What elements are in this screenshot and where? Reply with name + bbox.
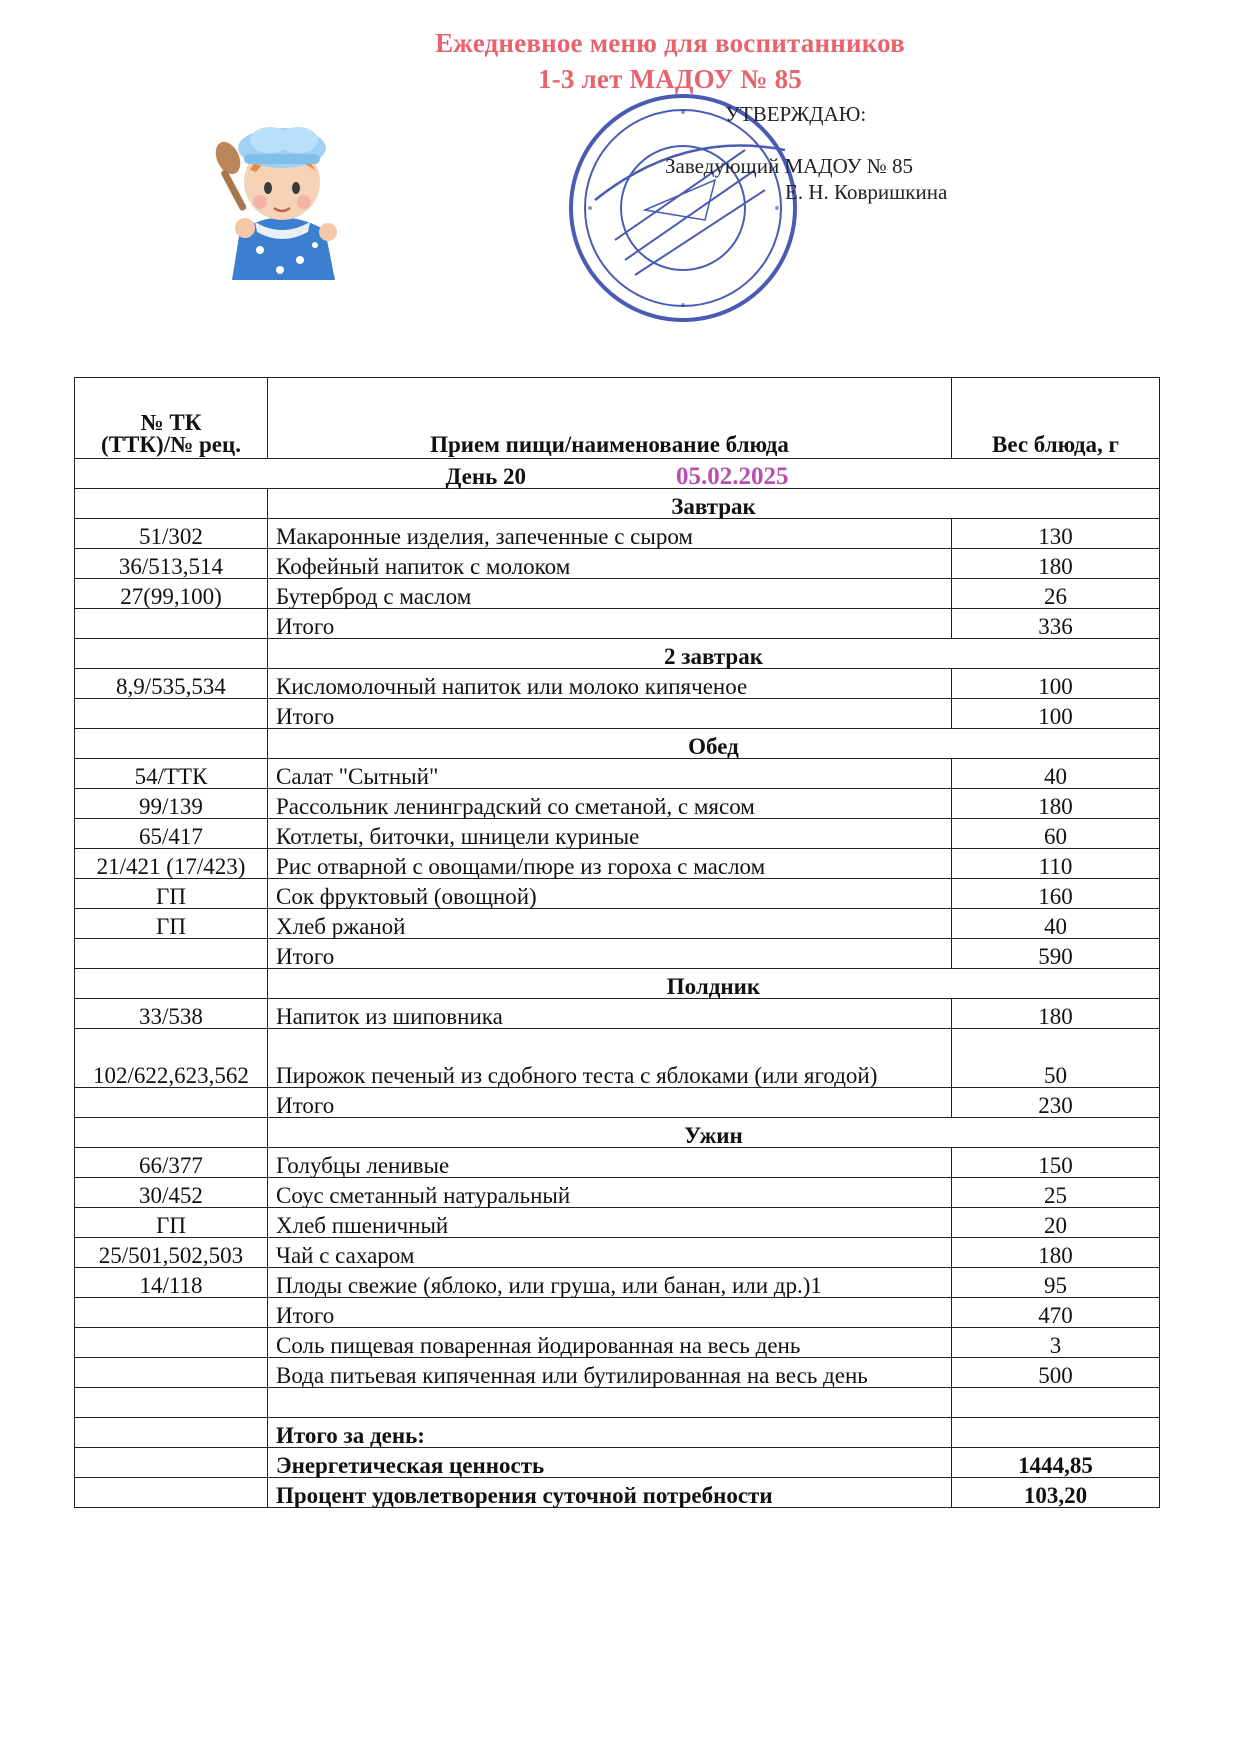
- table-row: [75, 789, 1160, 819]
- recipe-code: [75, 1328, 268, 1358]
- dish-name: Чай с сахаром: [268, 1238, 952, 1268]
- day-label: День 20: [445, 464, 526, 489]
- dish-weight: 100: [952, 699, 1160, 729]
- recipe-code: 36/513,514: [75, 549, 268, 579]
- recipe-code: 27(99,100): [75, 579, 268, 609]
- recipe-code: [75, 1358, 268, 1388]
- table-row: [75, 939, 1160, 969]
- table-row: [75, 1298, 1160, 1328]
- day-cell: [75, 459, 1160, 489]
- meal-section-row: [75, 729, 1160, 759]
- meal-section-name: Обед: [268, 729, 1160, 759]
- menu-table: [74, 377, 1160, 1508]
- table-row: [75, 1088, 1160, 1118]
- summary-row: [75, 1478, 1160, 1508]
- dish-weight: 95: [952, 1268, 1160, 1298]
- dish-name: Соль пищевая поваренная йодированная на весь день: [268, 1328, 952, 1358]
- dish-weight: 180: [952, 999, 1160, 1029]
- recipe-code: 65/417: [75, 819, 268, 849]
- dish-name: Рис отварной с овощами/пюре из гороха с маслом: [268, 849, 952, 879]
- meal-section-blank: [75, 969, 268, 999]
- dish-weight: 100: [952, 669, 1160, 699]
- dish-weight: 25: [952, 1178, 1160, 1208]
- table-row: [75, 909, 1160, 939]
- summary-label: [268, 1388, 952, 1418]
- table-row: [75, 819, 1160, 849]
- dish-weight: 40: [952, 909, 1160, 939]
- summary-value: 103,20: [952, 1478, 1160, 1508]
- table-row: [75, 1358, 1160, 1388]
- dish-weight: 590: [952, 939, 1160, 969]
- menu-subtitle: 1-3 лет МАДОУ № 85: [538, 64, 802, 94]
- table-row: [75, 579, 1160, 609]
- summary-blank: [75, 1448, 268, 1478]
- header-code-line1: № ТК: [140, 410, 202, 435]
- table-row: [75, 759, 1160, 789]
- recipe-code: 30/452: [75, 1178, 268, 1208]
- recipe-code: ГП: [75, 879, 268, 909]
- header-code-line2: (ТТК)/№ рец.: [101, 432, 241, 457]
- table-row: [75, 519, 1160, 549]
- menu-title: Ежедневное меню для воспитанников: [435, 28, 905, 58]
- summary-row: [75, 1418, 1160, 1448]
- dish-name: Напиток из шиповника: [268, 999, 952, 1029]
- approve-label: УТВЕРЖДАЮ:: [725, 102, 867, 126]
- dish-weight: 3: [952, 1328, 1160, 1358]
- dish-name: Хлеб пшеничный: [268, 1208, 952, 1238]
- dish-weight: 60: [952, 819, 1160, 849]
- table-row: [75, 1148, 1160, 1178]
- meal-section-name: Полдник: [268, 969, 1160, 999]
- table-row: [75, 999, 1160, 1029]
- table-row: [75, 1208, 1160, 1238]
- dish-name: Котлеты, биточки, шницели куриные: [268, 819, 952, 849]
- empty-row: [75, 1388, 1160, 1418]
- recipe-code: 33/538: [75, 999, 268, 1029]
- chef-mascot-icon: [200, 110, 365, 285]
- summary-label: Процент удовлетворения суточной потребности: [268, 1478, 952, 1508]
- dish-weight: 160: [952, 879, 1160, 909]
- dish-weight: 50: [952, 1029, 1160, 1088]
- dish-weight: 110: [952, 849, 1160, 879]
- dish-weight: 180: [952, 789, 1160, 819]
- dish-name: Итого: [268, 939, 952, 969]
- meal-section-row: [75, 1118, 1160, 1148]
- recipe-code: 51/302: [75, 519, 268, 549]
- dish-weight: 180: [952, 1238, 1160, 1268]
- dish-name: Плоды свежие (яблоко, или груша, или банан, или др.)1: [268, 1268, 952, 1298]
- dish-weight: 500: [952, 1358, 1160, 1388]
- table-row: [75, 1268, 1160, 1298]
- table-row: [75, 849, 1160, 879]
- recipe-code: 14/118: [75, 1268, 268, 1298]
- meal-section-row: [75, 969, 1160, 999]
- recipe-code: 8,9/535,534: [75, 669, 268, 699]
- dish-weight: 26: [952, 579, 1160, 609]
- dish-name: Вода питьевая кипяченная или бутилированная на весь день: [268, 1358, 952, 1388]
- dish-name: Бутерброд с маслом: [268, 579, 952, 609]
- dish-weight: 40: [952, 759, 1160, 789]
- recipe-code: 102/622,623,562: [75, 1029, 268, 1088]
- approver-position: Заведующий МАДОУ № 85: [665, 154, 914, 178]
- recipe-code: [75, 1298, 268, 1328]
- summary-label: Энергетическая ценность: [268, 1448, 952, 1478]
- dish-name: Салат "Сытный": [268, 759, 952, 789]
- recipe-code: ГП: [75, 1208, 268, 1238]
- dish-weight: 150: [952, 1148, 1160, 1178]
- day-row: [75, 459, 1160, 489]
- dish-name: Хлеб ржаной: [268, 909, 952, 939]
- meal-section-name: Ужин: [268, 1118, 1160, 1148]
- dish-name: Голубцы ленивые: [268, 1148, 952, 1178]
- meal-section-row: [75, 489, 1160, 519]
- recipe-code: 21/421 (17/423): [75, 849, 268, 879]
- meal-section-blank: [75, 639, 268, 669]
- recipe-code: ГП: [75, 909, 268, 939]
- approver-name: Е. Н. Ковришкина: [785, 180, 948, 204]
- recipe-code: 25/501,502,503: [75, 1238, 268, 1268]
- summary-blank: [75, 1418, 268, 1448]
- recipe-code: 99/139: [75, 789, 268, 819]
- dish-weight: 470: [952, 1298, 1160, 1328]
- dish-name: Итого: [268, 1088, 952, 1118]
- recipe-code: [75, 1088, 268, 1118]
- header-dish: Прием пищи/наименование блюда: [268, 378, 952, 459]
- table-row: [75, 1178, 1160, 1208]
- recipe-code: [75, 939, 268, 969]
- table-row: [75, 1238, 1160, 1268]
- dish-name: Итого: [268, 609, 952, 639]
- dish-name: Сок фруктовый (овощной): [268, 879, 952, 909]
- summary-blank: [75, 1388, 268, 1418]
- table-row: [75, 669, 1160, 699]
- summary-row: [75, 1448, 1160, 1478]
- table-row: [75, 1029, 1160, 1088]
- table-row: [75, 1328, 1160, 1358]
- header-weight: Вес блюда, г: [952, 378, 1160, 459]
- table-header-row: [75, 378, 1160, 459]
- summary-value: 1444,85: [952, 1448, 1160, 1478]
- dish-name: Макаронные изделия, запеченные с сыром: [268, 519, 952, 549]
- table-row: [75, 879, 1160, 909]
- meal-section-row: [75, 639, 1160, 669]
- table-row: [75, 549, 1160, 579]
- summary-label: Итого за день:: [268, 1418, 952, 1448]
- dish-name: Кисломолочный напиток или молоко кипяченое: [268, 669, 952, 699]
- recipe-code: [75, 699, 268, 729]
- recipe-code: 54/ТТК: [75, 759, 268, 789]
- dish-name: Итого: [268, 1298, 952, 1328]
- dish-name: Пирожок печеный из сдобного теста с яблоками (или ягодой): [268, 1029, 952, 1088]
- dish-weight: 20: [952, 1208, 1160, 1238]
- meal-section-blank: [75, 489, 268, 519]
- dish-weight: 130: [952, 519, 1160, 549]
- recipe-code: 66/377: [75, 1148, 268, 1178]
- meal-section-name: 2 завтрак: [268, 639, 1160, 669]
- table-row: [75, 699, 1160, 729]
- dish-name: Кофейный напиток с молоком: [268, 549, 952, 579]
- meal-section-blank: [75, 729, 268, 759]
- menu-date: 05.02.2025: [675, 463, 789, 490]
- summary-value: [952, 1388, 1160, 1418]
- dish-weight: 180: [952, 549, 1160, 579]
- table-row: [75, 609, 1160, 639]
- meal-section-blank: [75, 1118, 268, 1148]
- dish-name: Итого: [268, 699, 952, 729]
- summary-value: [952, 1418, 1160, 1448]
- meal-section-name: Завтрак: [268, 489, 1160, 519]
- dish-weight: 230: [952, 1088, 1160, 1118]
- dish-weight: 336: [952, 609, 1160, 639]
- recipe-code: [75, 609, 268, 639]
- summary-blank: [75, 1478, 268, 1508]
- header-code: [75, 378, 268, 459]
- dish-name: Рассольник ленинградский со сметаной, с мясом: [268, 789, 952, 819]
- dish-name: Соус сметанный натуральный: [268, 1178, 952, 1208]
